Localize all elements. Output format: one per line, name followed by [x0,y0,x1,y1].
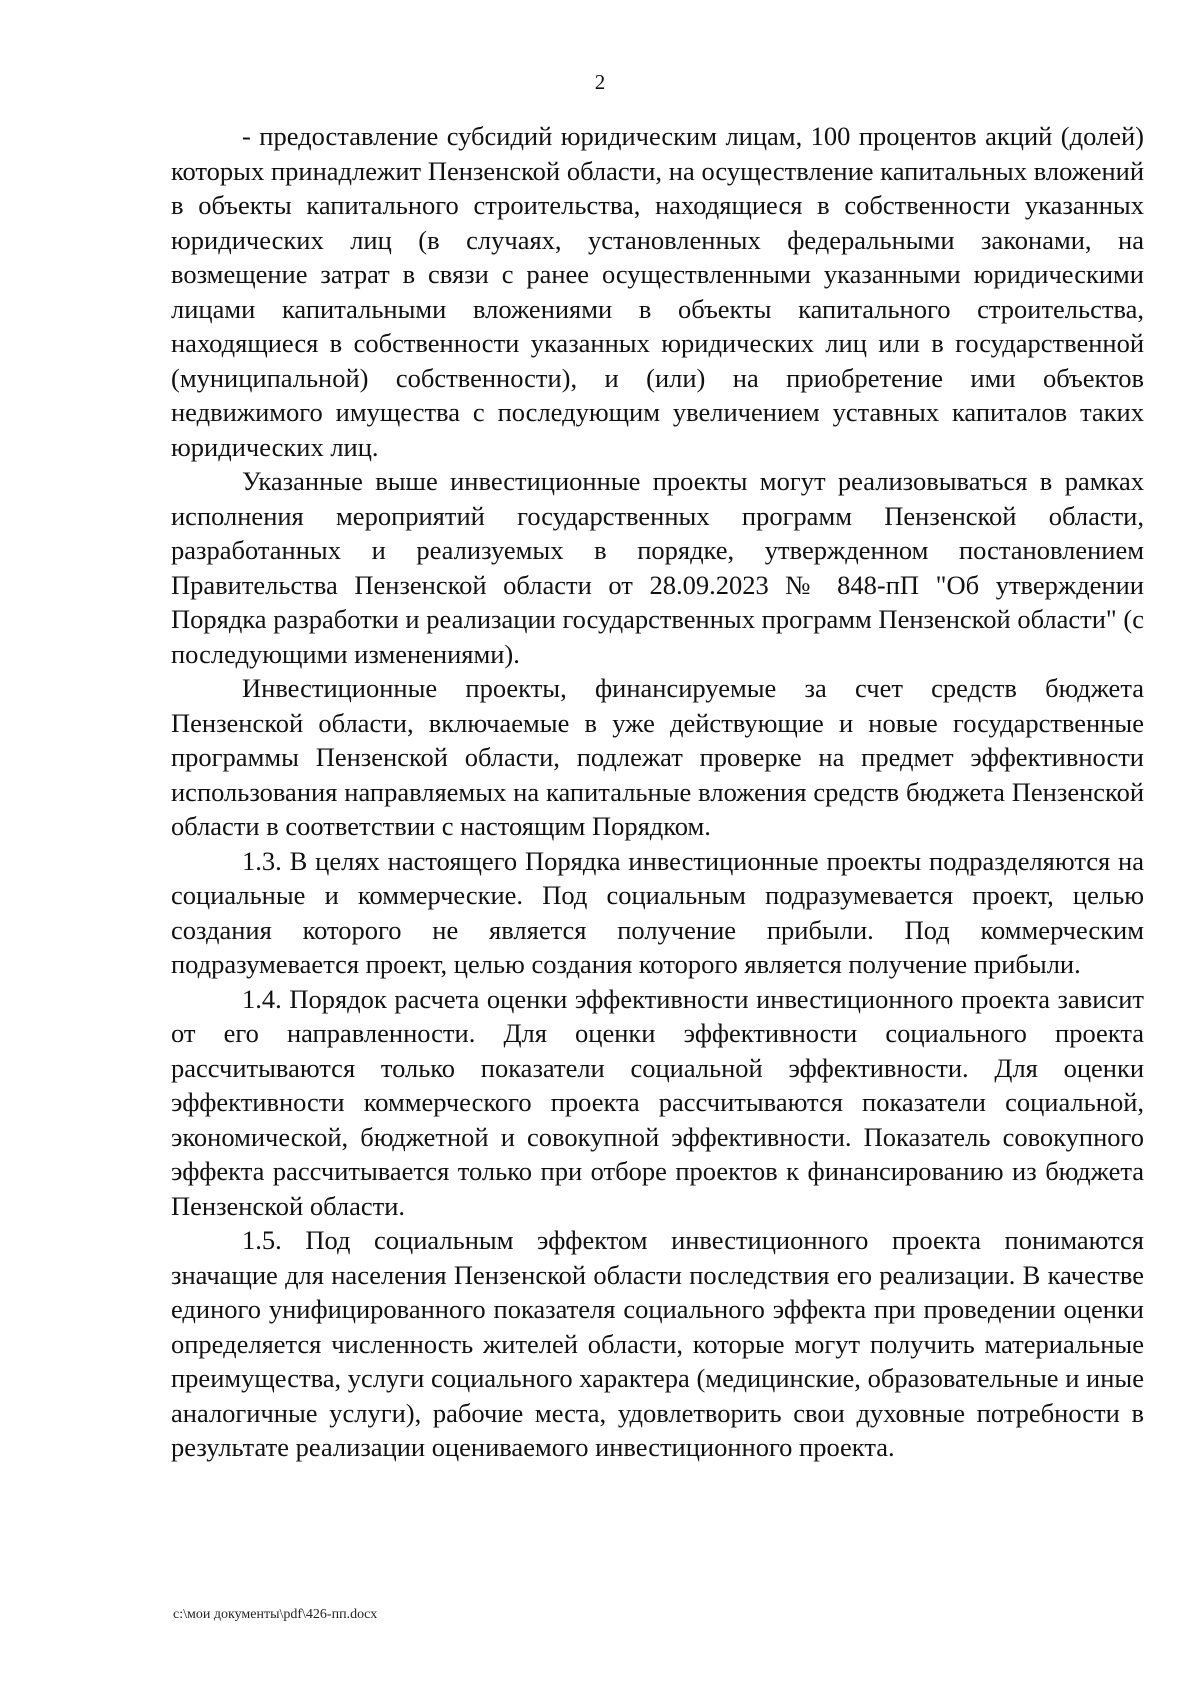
paragraph-state-programs: Указанные выше инвестиционные проекты могут реализовываться в рамках исполнения мероприятий государственных программ Пензенской области, разработанных и реализуемых в порядке, утвержденном постановлением Правительства Пензенской области от 28.09.2023 № 848-пП "Об утверждении Порядка разработки и реализации государственных программ Пензенской области" (с последующими изменениями). [171,466,1144,669]
paragraph-section-1-5: 1.5. Под социальным эффектом инвестиционного проекта понимаются значащие для населения Пензенской области последствия его реализации. В качестве единого унифицированного показателя социального эффекта при проведении оценки определяется численность жителей области, которые могут получить материальные преимущества, услуги социального характера (медицинские, образовательные и иные аналогичные услуги), рабочие места, удовлетворить свои духовные потребности в результате реализации оцениваемого инвестиционного проекта. [171,1225,1144,1462]
paragraph-subsidies: - предоставление субсидий юридическим лицам, 100 процентов акций (долей) которых принадлежит Пензенской области, на осуществление капитальных вложений в объекты капитального строительства, находящиеся в собственности указанных юридических лиц (в случаях, установленных федеральными законами, на возмещение затрат в связи с ранее осуществленными указанными юридическими лицами капитальными вложениями в объекты капитального строительства, находящиеся в собственности указанных юридических лиц или в государственной (муниципальной) собственности), и (или) на приобретение ими объектов недвижимого имущества с последующим увеличением уставных капиталов таких юридических лиц. [171,121,1144,462]
document-body [171,119,1144,1465]
paragraph-section-1-3: 1.3. В целях настоящего Порядка инвестиционные проекты подразделяются на социальные и коммерческие. Под социальным подразумевается проект, целью создания которого не является получение прибыли. Под коммерческим подразумевается проект, целью создания которого является получение прибыли. [171,845,1144,979]
paragraph-section-1-4: 1.4. Порядок расчета оценки эффективности инвестиционного проекта зависит от его направленности. Для оценки эффективности социального проекта рассчитываются только показатели социальной эффективности. Для оценки эффективности коммерческого проекта рассчитываются показатели социальной, экономической, бюджетной и совокупной эффективности. Показатель совокупного эффекта рассчитывается только при отборе проектов к финансированию из бюджета Пензенской области. [171,983,1144,1221]
page-number: 2 [594,70,606,94]
footer-file-path: c:\мои документы\pdf\426-пп.docx [173,1607,378,1622]
paragraph-budget-projects: Инвестиционные проекты, финансируемые за счет средств бюджета Пензенской области, включаемые в уже действующие и новые государственные программы Пензенской области, подлежат проверке на предмет эффективности использования направляемых на капитальные вложения средств бюджета Пензенской области в соответствии с настоящим Порядком. [171,673,1144,841]
